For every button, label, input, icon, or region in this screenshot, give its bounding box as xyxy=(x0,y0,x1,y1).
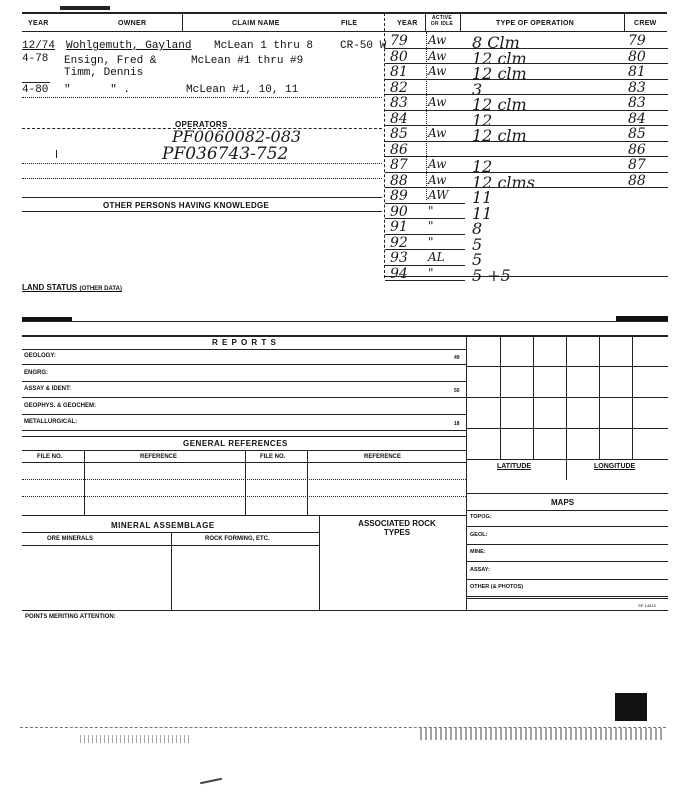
scan-blot xyxy=(615,693,647,721)
activity-status: " xyxy=(428,265,434,280)
ref-col-header: REFERENCE xyxy=(140,454,178,460)
activity-year: 93 xyxy=(390,250,408,266)
divider xyxy=(425,13,426,32)
activity-row-rule xyxy=(385,110,668,111)
divider xyxy=(466,428,668,429)
activity-year: 81 xyxy=(390,64,408,80)
activity-year: 80 xyxy=(390,48,408,65)
operator-line: PF036743-752 xyxy=(162,144,289,164)
assoc-rock-types: ASSOCIATED ROCK TYPES xyxy=(358,519,436,537)
activity-year: 84 xyxy=(390,110,408,127)
report-rule xyxy=(22,364,466,365)
scan-noise xyxy=(80,735,190,743)
latitude-label: LATITUDE xyxy=(497,463,532,470)
activity-status: AL xyxy=(428,250,445,264)
activity-operation: 3 xyxy=(472,79,483,99)
ownership-claim: McLean #1, 10, 11 xyxy=(186,84,299,96)
report-label: GEOPHYS. & GEOCHEM: xyxy=(24,402,97,409)
activity-year: 90 xyxy=(390,203,408,220)
reports-title: R E P O R T S xyxy=(212,338,277,347)
divider xyxy=(182,13,183,32)
divider xyxy=(22,515,466,516)
activity-year: 89 xyxy=(390,188,408,204)
divider xyxy=(84,450,85,515)
map-label: MINE: xyxy=(470,549,486,555)
ore-minerals-label: ORE MINERALS xyxy=(47,536,94,542)
divider xyxy=(466,459,668,460)
longitude-label: LONGITUDE xyxy=(594,463,636,470)
divider xyxy=(466,335,467,610)
points-label: POINTS MERITING ATTENTION: xyxy=(25,614,116,620)
activity-year: 92 xyxy=(390,234,408,251)
operator-line: PF0060082-083 xyxy=(172,127,302,146)
activity-operation: 5 xyxy=(472,250,483,269)
activity-year: 83 xyxy=(390,95,408,111)
divider xyxy=(466,366,668,367)
activity-status: Aw xyxy=(428,126,447,140)
col-year2-header: YEAR xyxy=(397,20,418,27)
activity-operation: 8 Clm xyxy=(472,33,520,52)
divider xyxy=(22,97,382,98)
activity-status: " xyxy=(428,234,434,249)
activity-operation: 5 xyxy=(472,234,483,254)
report-rule xyxy=(22,414,466,415)
activity-status: Aw xyxy=(428,157,447,171)
rock-forming-label: ROCK FORMING, ETC. xyxy=(205,536,270,542)
activity-year: 85 xyxy=(390,126,408,142)
divider xyxy=(426,32,427,200)
activity-operation: 12 xyxy=(472,110,493,130)
activity-crew: 79 xyxy=(628,33,646,49)
operators-heading: OPERATORS xyxy=(175,120,228,129)
divider xyxy=(385,276,668,277)
ownership-file: CR-50 W xyxy=(340,40,387,52)
divider xyxy=(171,532,172,610)
activity-operation: 12 clms xyxy=(472,172,535,192)
report-label: METALLURGICAL: xyxy=(24,419,78,425)
scan-mark xyxy=(200,778,222,785)
activity-year: 88 xyxy=(390,172,408,189)
divider xyxy=(22,211,382,212)
report-label: ENGRG: xyxy=(24,369,48,376)
activity-operation: 11 xyxy=(472,203,493,223)
activity-year: 94 xyxy=(390,265,408,282)
divider xyxy=(22,82,50,83)
activity-crew: 83 xyxy=(628,79,646,96)
ownership-year: 4-80 xyxy=(22,84,49,96)
activity-status: AW xyxy=(428,188,449,202)
activity-crew: 88 xyxy=(628,172,646,189)
divider xyxy=(22,479,466,480)
ownership-claim: McLean 1 thru 8 xyxy=(214,40,314,52)
scan-noise xyxy=(420,728,665,740)
maps-title: MAPS xyxy=(551,498,575,507)
ownership-year: 12/74 xyxy=(22,40,56,52)
col-operation-header: TYPE OF OPERATION xyxy=(496,20,575,27)
activity-operation: 11 xyxy=(472,188,493,207)
col-crew-header: CREW xyxy=(634,20,657,27)
ownership-owner: " " . xyxy=(64,84,131,96)
map-rule xyxy=(466,579,668,580)
land-status-label xyxy=(22,283,122,292)
activity-year: 82 xyxy=(390,79,408,96)
activity-status: Aw xyxy=(428,33,447,47)
activity-row-rule xyxy=(385,280,465,281)
ref-col-header: REFERENCE xyxy=(364,454,402,460)
divider xyxy=(22,335,668,337)
ownership-year: 4-78 xyxy=(22,53,49,65)
activity-operation: 12 clm xyxy=(472,48,527,68)
ownership-claim: McLean #1 thru #9 xyxy=(191,55,304,67)
activity-operation: 12 clm xyxy=(472,126,527,145)
divider xyxy=(384,13,385,278)
activity-status: " xyxy=(428,219,434,233)
general-refs-title: GENERAL REFERENCES xyxy=(183,439,288,448)
activity-year: 87 xyxy=(390,157,408,173)
form-number: SP-14815 xyxy=(638,603,656,608)
activity-year: 91 xyxy=(390,219,408,235)
mineral-title: MINERAL ASSEMBLAGE xyxy=(111,521,215,530)
knowledge-heading: OTHER PERSONS HAVING KNOWLEDGE xyxy=(103,201,270,210)
divider xyxy=(22,462,466,463)
scan-line xyxy=(20,727,666,728)
divider xyxy=(22,163,382,164)
activity-status: Aw xyxy=(428,172,447,187)
divider xyxy=(22,496,466,497)
activity-operation: 12 clm xyxy=(472,64,527,83)
report-label: ASSAY & IDENT: xyxy=(24,386,72,392)
divider xyxy=(22,197,382,198)
map-label: TOPOG: xyxy=(470,514,492,520)
divider xyxy=(319,515,320,610)
divider xyxy=(466,510,668,511)
map-label: GEOL: xyxy=(470,531,488,538)
activity-status: " xyxy=(428,203,434,218)
activity-operation: 8 xyxy=(472,219,483,238)
report-number: 18 xyxy=(454,421,460,427)
activity-crew: 84 xyxy=(628,110,646,127)
ownership-owner: Wohlgemuth, Gayland xyxy=(66,40,192,52)
activity-year: 79 xyxy=(390,33,408,49)
header-rule xyxy=(22,31,667,32)
ownership-owner: Ensign, Fred & xyxy=(64,55,157,67)
divider xyxy=(22,450,466,451)
activity-row-rule xyxy=(385,79,668,80)
activity-row-rule xyxy=(385,141,668,142)
divider xyxy=(22,610,668,611)
activity-operation: 12 xyxy=(472,157,493,176)
col-owner-header: OWNER xyxy=(118,20,147,27)
col-file-header: FILE xyxy=(341,20,358,27)
divider xyxy=(22,436,466,437)
ref-col-header: FILE NO. xyxy=(260,454,286,460)
activity-year: 86 xyxy=(390,141,408,158)
col-active-header: ACTIVE OR IDLE xyxy=(430,15,454,27)
map-label: ASSAY: xyxy=(470,566,490,573)
land-status-title: LAND STATUS xyxy=(22,283,78,292)
activity-operation: 5 +5 xyxy=(472,265,511,285)
col-year-header: YEAR xyxy=(28,20,49,27)
divider xyxy=(466,598,668,599)
report-rule xyxy=(22,430,466,431)
report-number: 50 xyxy=(454,388,460,394)
scan-mark xyxy=(60,6,110,10)
activity-operation: 12 clm xyxy=(472,95,527,114)
divider xyxy=(460,13,461,32)
activity-status: Aw xyxy=(428,48,447,63)
top-border xyxy=(22,12,667,14)
ownership-owner: Timm, Dennis xyxy=(64,67,144,79)
divider xyxy=(22,321,668,322)
map-rule xyxy=(466,526,668,527)
activity-status: Aw xyxy=(428,64,447,78)
activity-crew: 87 xyxy=(628,157,646,173)
activity-status: Aw xyxy=(428,95,447,109)
map-label: OTHER (& PHOTOS) xyxy=(470,584,524,590)
map-rule xyxy=(466,544,668,545)
col-claim-header: CLAIM NAME xyxy=(232,20,280,27)
report-rule xyxy=(22,381,466,382)
divider xyxy=(466,493,668,494)
divider xyxy=(22,178,382,179)
map-rule xyxy=(466,596,668,597)
divider xyxy=(22,349,466,350)
divider xyxy=(624,13,625,32)
report-label: GEOLOGY: xyxy=(24,353,56,359)
activity-crew: 81 xyxy=(628,64,646,80)
divider xyxy=(245,450,246,515)
activity-crew: 80 xyxy=(628,48,646,65)
divider xyxy=(466,397,668,398)
report-number: 49 xyxy=(454,355,460,361)
activity-crew: 86 xyxy=(628,141,646,158)
divider xyxy=(307,450,308,515)
activity-crew: 85 xyxy=(628,126,646,142)
land-status-note: (OTHER DATA) xyxy=(79,286,122,292)
divider xyxy=(56,150,57,158)
report-rule xyxy=(22,397,466,398)
map-rule xyxy=(466,561,668,562)
ref-col-header: FILE NO. xyxy=(37,454,63,460)
activity-crew: 83 xyxy=(628,95,646,111)
